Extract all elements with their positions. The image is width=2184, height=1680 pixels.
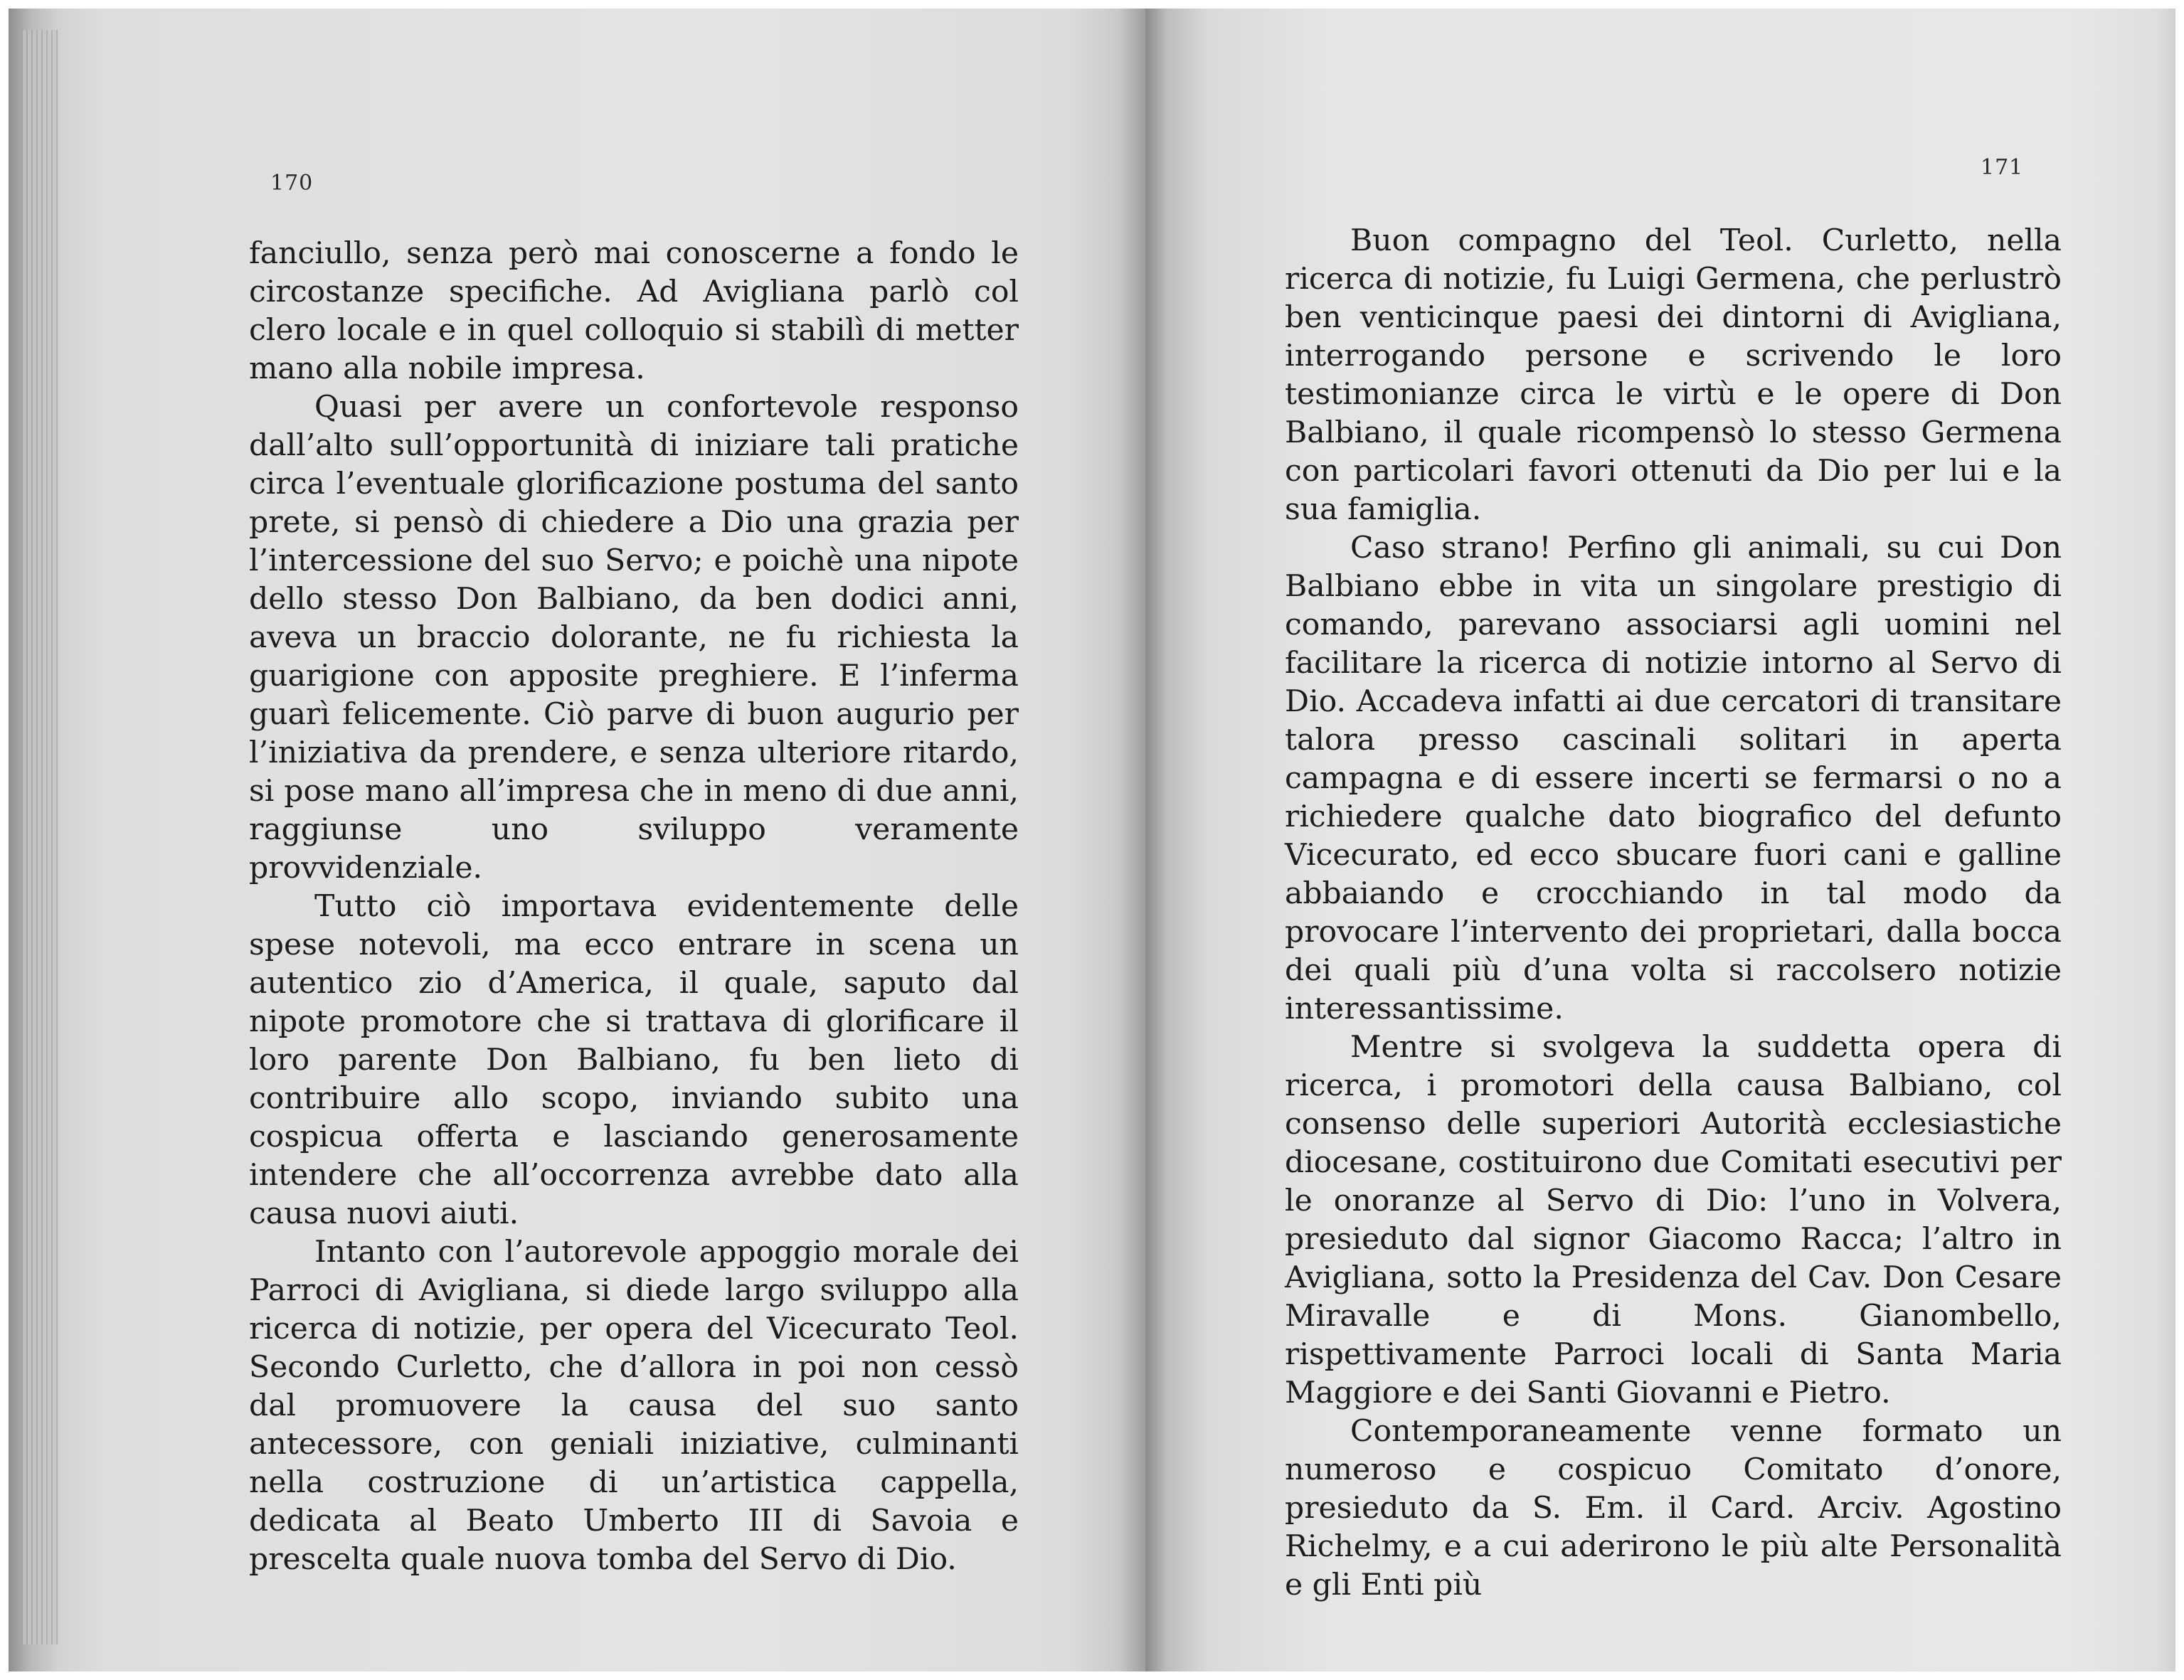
paragraph: Mentre si svolgeva la suddetta opera di ricerca, i promotori della causa Balbiano, col consenso delle superiori Autorità ecclesiastiche diocesane, costituirono due Comitati esecutivi per le onoranze al Servo di Dio: l’uno in Volvera, presieduto dal signor Giacomo Racca; l’altro in Avigliana, sotto la Presidenza del Cav. Don Cesare Miravalle e di Mons. Gianombello, rispettivamente Parroci locali di Santa Maria Maggiore e dei Santi Giovanni e Pietro.	[1285, 1030, 2062, 1410]
page-number-right: 171	[1981, 155, 2024, 180]
right-page	[1145, 9, 2175, 1671]
paragraph: Caso strano! Perfino gli animali, su cui Don Balbiano ebbe in vita un singolare prestigio di comando, parevano associarsi agli uomini nel facilitare la ricerca di notizie intorno al Servo di Dio. Accadeva infatti ai due cercatori di transitare talora presso cascinali solitari in aperta campagna e di essere incerti se fermarsi o no a richiedere qualche dato biografico del defunto Vicecurato, ed ecco sbucare fuori cani e galline abbaiando e crocchiando in tal modo da provocare l’intervento dei proprietari, dalla bocca dei quali più d’una volta si raccolsero notizie interessantissime.	[1285, 531, 2062, 1026]
paragraph: fanciullo, senza però mai conoscerne a fondo le circostanze specifiche. Ad Avigliana parlò col clero locale e in quel colloquio si stabilì di metter mano alla nobile impresa.	[249, 236, 1019, 386]
paragraph: Intanto con l’autorevole appoggio morale dei Parroci di Avigliana, si diede largo sviluppo alla ricerca di notizie, per opera del Vicecurato Teol. Secondo Curletto, che d’allora in poi non cessò dal promuovere la causa del suo santo antecessore, con geniali iniziative, culminanti nella costruzione di un’artistica cappella, dedicata al Beato Umberto III di Savoia e prescelta quale nuova tomba del Servo di Dio.	[249, 1235, 1019, 1577]
left-page	[9, 9, 1145, 1671]
paragraph: Contemporaneamente venne formato un numeroso e cospicuo Comitato d’onore, presieduto da S. Em. il Card. Arciv. Agostino Richelmy, e a cui aderirono le più alte Personalità e gli Enti più	[1285, 1414, 2062, 1602]
page-number-left: 170	[270, 171, 314, 196]
open-book	[9, 9, 2175, 1671]
left-page-text	[249, 235, 1019, 1579]
paragraph: Quasi per avere un confortevole responso dall’alto sull’opportunità di iniziare tali pratiche circa l’eventuale glorificazione postuma del santo prete, si pensò di chiedere a Dio una grazia per l’intercessione del suo Servo; e poichè una nipote dello stesso Don Balbiano, da ben dodici anni, aveva un braccio dolorante, ne fu richiesta la guarigione con apposite preghiere. E l’inferma guarì felicemente. Ciò parve di buon augurio per l’iniziativa da prendere, e senza ulteriore ritardo, si pose mano all’impresa che in meno di due anni, raggiunse uno sviluppo veramente provvidenziale.	[249, 390, 1019, 886]
right-page-text	[1285, 222, 2062, 1605]
paragraph: Tutto ciò importava evidentemente delle spese notevoli, ma ecco entrare in scena un autentico zio d’America, il quale, saputo dal nipote promotore che si trattava di glorificare il loro parente Don Balbiano, fu ben lieto di contribuire allo scopo, inviando subito una cospicua offerta e lasciando generosamente intendere che all’occorrenza avrebbe dato alla causa nuovi aiuti.	[249, 889, 1019, 1231]
paragraph: Buon compagno del Teol. Curletto, nella ricerca di notizie, fu Luigi Germena, che perlustrò ben venticinque paesi dei dintorni di Avigliana, interrogando persone e scrivendo le loro testimonianze circa le virtù e le opere di Don Balbiano, il quale ricompensò lo stesso Germena con particolari favori ottenuti da Dio per lui e la sua famiglia.	[1285, 223, 2062, 527]
page-edges	[21, 30, 58, 1644]
